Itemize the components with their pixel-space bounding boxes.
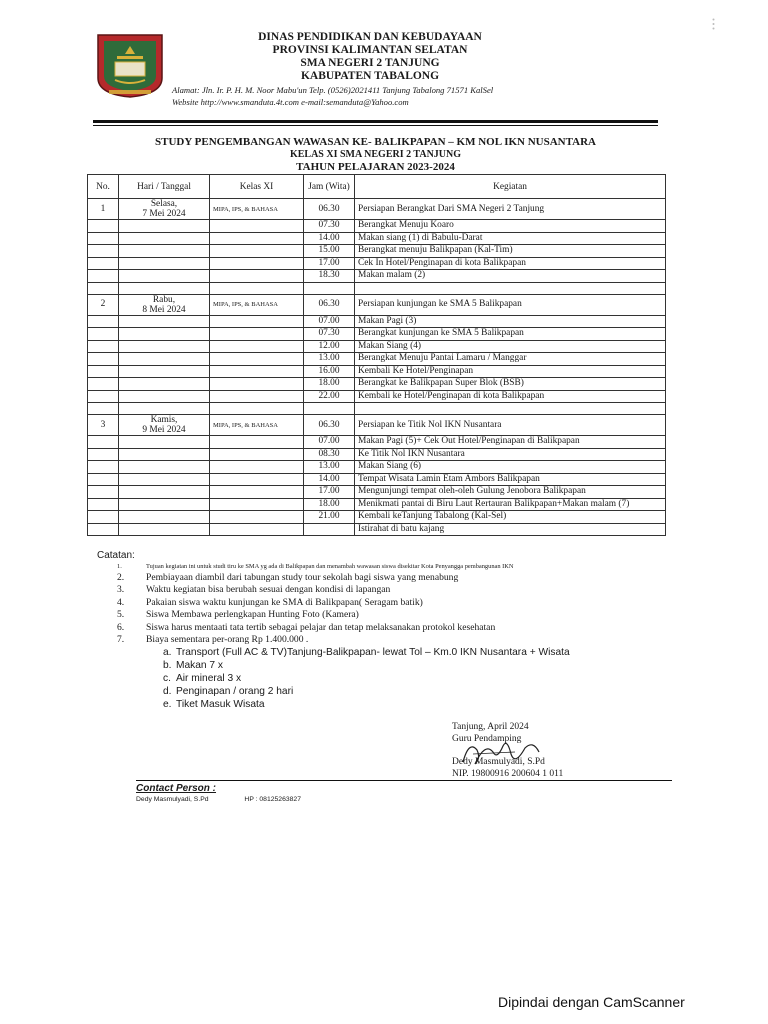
jam-cell: 22.00 — [304, 390, 355, 403]
document-title: STUDY PENGEMBANGAN WAWASAN KE- BALIKPAPAN – KM NOL IKN NUSANTARA — [155, 136, 596, 148]
table-row — [88, 378, 666, 391]
col-header-jam: Jam (Wita) — [304, 175, 355, 199]
table-row — [88, 473, 666, 486]
note-item: 4. Pakaian siswa waktu kunjungan ke SMA di Balikpapan( Seragam batik) — [117, 596, 423, 608]
letterhead — [160, 31, 580, 83]
kegiatan-cell: Berangkat Menuju Koaro — [355, 220, 666, 233]
document-subtitle: KELAS XI SMA NEGERI 2 TANJUNG — [289, 149, 462, 160]
jam-cell: 07.00 — [304, 315, 355, 328]
cost-item: d. Penginapan / orang 2 hari — [163, 686, 294, 698]
header-rule-thick — [93, 120, 658, 123]
jam-cell: 18.00 — [304, 498, 355, 511]
jam-cell: 17.00 — [304, 486, 355, 499]
cost-breakdown-list — [163, 646, 697, 711]
sign-name: Dedy Masmulyadi, S.Pd — [452, 757, 545, 768]
kegiatan-cell: Makan Siang (6) — [355, 461, 666, 474]
day-name: Rabu, — [152, 294, 176, 305]
jam-cell: 12.00 — [304, 340, 355, 353]
footer-rule — [136, 780, 672, 781]
kegiatan-cell: Persiapan Berangkat Dari SMA Negeri 2 Tanjung — [355, 199, 666, 220]
kegiatan-cell: Persiapan kunjungan ke SMA 5 Balikpapan — [355, 294, 666, 315]
kegiatan-cell: Berangkat menuju Balikpapan (Kal-Tim) — [355, 245, 666, 258]
jam-cell: 14.00 — [304, 232, 355, 245]
col-header-kelas: Kelas XI — [210, 175, 304, 199]
day-date-cell — [119, 199, 210, 220]
kegiatan-cell: Ke Titik Nol IKN Nusantara — [355, 448, 666, 461]
day-number: 2 — [88, 294, 119, 315]
table-spacer-row — [88, 403, 666, 415]
kegiatan-cell: Makan malam (2) — [355, 270, 666, 283]
jam-cell: 18.30 — [304, 270, 355, 283]
jam-cell: 16.00 — [304, 365, 355, 378]
kegiatan-cell: Kembali ke Hotel/Penginapan di kota Balikpapan — [355, 390, 666, 403]
kegiatan-cell: Cek In Hotel/Penginapan di kota Balikpapan — [355, 257, 666, 270]
letterhead-address-block — [172, 85, 493, 108]
jam-cell: 14.00 — [304, 473, 355, 486]
website-line: Website http://www.smanduta.4t.com e-mail:semanduta@Yahoo.com — [172, 96, 409, 107]
day-number: 3 — [88, 415, 119, 436]
table-row — [88, 461, 666, 474]
jam-cell: 06.30 — [304, 199, 355, 220]
notes-section — [97, 550, 697, 711]
jam-cell: 08.30 — [304, 448, 355, 461]
table-row — [88, 315, 666, 328]
school-emblem-logo — [95, 32, 165, 98]
letterhead-line-1: DINAS PENDIDIKAN DAN KEBUDAYAAN — [258, 31, 482, 43]
kegiatan-cell: Persiapan ke Titik Nol IKN Nusantara — [355, 415, 666, 436]
kegiatan-cell: Tempat Wisata Lamin Etam Ambors Balikpapan — [355, 473, 666, 486]
letterhead-line-3: SMA NEGERI 2 TANJUNG — [300, 57, 440, 69]
notes-label: Catatan: — [97, 550, 135, 561]
jam-cell: 06.30 — [304, 415, 355, 436]
table-row — [88, 220, 666, 233]
kegiatan-cell: Berangkat ke Balikpapan Super Blok (BSB) — [355, 378, 666, 391]
kegiatan-cell: Makan Siang (4) — [355, 340, 666, 353]
table-row — [88, 415, 666, 436]
jam-cell: 13.00 — [304, 353, 355, 366]
jam-cell: 21.00 — [304, 511, 355, 524]
jam-cell — [304, 523, 355, 536]
table-spacer-row — [88, 282, 666, 294]
sign-place-date: Tanjung, April 2024 — [452, 722, 529, 732]
table-row — [88, 523, 666, 536]
col-header-day: Hari / Tanggal — [119, 175, 210, 199]
kegiatan-cell: Menikmati pantai di Biru Laut Rertauran Balikpapan+Makan malam (7) — [355, 498, 666, 511]
kegiatan-cell: Kembali Ke Hotel/Penginapan — [355, 365, 666, 378]
day-number: 1 — [88, 199, 119, 220]
day-date: 7 Mei 2024 — [142, 209, 186, 219]
kegiatan-cell: Berangkat kunjungan ke SMA 5 Balikpapan — [355, 328, 666, 341]
jam-cell: 07.30 — [304, 220, 355, 233]
contact-phone: HP : 08125263827 — [244, 796, 301, 803]
kegiatan-cell: Makan Pagi (5)+ Cek Out Hotel/Penginapan di Balikpapan — [355, 436, 666, 449]
jam-cell: 15.00 — [304, 245, 355, 258]
table-row — [88, 328, 666, 341]
kelas-cell: MIPA, IPS, & BAHASA — [210, 415, 304, 436]
table-row — [88, 498, 666, 511]
jam-cell: 13.00 — [304, 461, 355, 474]
day-date-cell — [119, 415, 210, 436]
day-date: 8 Mei 2024 — [142, 304, 186, 315]
schedule-table — [87, 174, 666, 536]
note-item: 6. Siswa harus mentaati tata tertib sebagai pelajar dan tetap melaksanakan protokol kesehatan — [117, 621, 496, 633]
note-item: 7. Biaya sementara per-orang Rp 1.400.000 . — [117, 634, 309, 646]
table-row — [88, 448, 666, 461]
scanner-watermark: Dipindai dengan CamScanner — [498, 994, 685, 1010]
table-row — [88, 232, 666, 245]
col-header-no: No. — [88, 175, 119, 199]
table-row — [88, 365, 666, 378]
scanner-menu-icon[interactable] — [712, 18, 715, 30]
kegiatan-cell: Berangkat Menuju Pantai Lamaru / Manggar — [355, 353, 666, 366]
table-row — [88, 294, 666, 315]
kegiatan-cell: Kembali keTanjung Tabalong (Kal-Sel) — [355, 511, 666, 524]
jam-cell: 17.00 — [304, 257, 355, 270]
day-date: 9 Mei 2024 — [142, 425, 186, 435]
cost-item: c. Air mineral 3 x — [163, 673, 242, 685]
table-row — [88, 390, 666, 403]
col-header-kegiatan: Kegiatan — [355, 175, 666, 199]
table-row — [88, 340, 666, 353]
table-row — [88, 199, 666, 220]
cost-item: e. Tiket Masuk Wisata — [163, 699, 265, 711]
day-name: Selasa, — [150, 199, 178, 209]
day-name: Kamis, — [150, 415, 178, 425]
table-header-row — [88, 175, 666, 199]
note-item: 1. Tujuan kegiatan ini untuk studi tiru ke SMA yg ada di Balikpapan dan menambah wawasan siswa disekitar Kota Penyangga pembangunan IKN — [117, 563, 514, 570]
day-date-cell — [119, 294, 210, 315]
cost-item: a. Transport (Full AC & TV)Tanjung-Balikpapan- lewat Tol – Km.0 IKN Nusantara + Wisata — [163, 647, 570, 659]
table-row — [88, 436, 666, 449]
contact-block — [136, 783, 301, 803]
jam-cell: 07.30 — [304, 328, 355, 341]
note-item: 3. Waktu kegiatan bisa berubah sesuai dengan kondisi di lapangan — [117, 584, 391, 596]
handwritten-signature — [455, 732, 555, 772]
table-row — [88, 486, 666, 499]
kegiatan-cell: Mengunjungi tempat oleh-oleh Gulung Jenobora Balikpapan — [355, 486, 666, 499]
sign-nip: NIP. 19800916 200604 1 011 — [452, 768, 564, 779]
contact-label: Contact Person : — [136, 783, 217, 794]
letterhead-line-2: PROVINSI KALIMANTAN SELATAN — [272, 44, 468, 56]
table-row — [88, 245, 666, 258]
document-year: TAHUN PELAJARAN 2023-2024 — [296, 161, 455, 173]
jam-cell: 07.00 — [304, 436, 355, 449]
kegiatan-cell: Makan siang (1) di Babulu-Darat — [355, 232, 666, 245]
letterhead-line-4: KABUPATEN TABALONG — [300, 70, 440, 82]
table-row — [88, 511, 666, 524]
header-rule-thin — [93, 125, 658, 126]
address-line: Alamat: Jln. Ir. P. H. M. Noor Mabu'un Telp. (0526)2021411 Tanjung Tabalong 71571 KalSel — [172, 85, 494, 95]
jam-cell: 18.00 — [304, 378, 355, 391]
jam-cell: 06.30 — [304, 294, 355, 315]
table-row — [88, 270, 666, 283]
table-row — [88, 353, 666, 366]
kegiatan-cell: Makan Pagi (3) — [355, 315, 666, 328]
note-item: 5. Siswa Membawa perlengkapan Hunting Foto (Kamera) — [117, 609, 359, 621]
kelas-cell: MIPA, IPS, & BAHASA — [210, 199, 304, 220]
note-item: 2. Pembiayaan diambil dari tabungan study tour sekolah bagi siswa yang menabung — [117, 572, 459, 583]
sign-role: Guru Pendamping — [452, 733, 522, 744]
contact-name: Dedy Masmulyadi, S.Pd — [136, 796, 209, 803]
kelas-cell: MIPA, IPS, & BAHASA — [210, 294, 304, 315]
cost-item: b. Makan 7 x — [163, 660, 223, 672]
contact-person — [136, 796, 301, 803]
table-row — [88, 257, 666, 270]
kegiatan-cell: Istirahat di batu kajang — [355, 523, 666, 536]
